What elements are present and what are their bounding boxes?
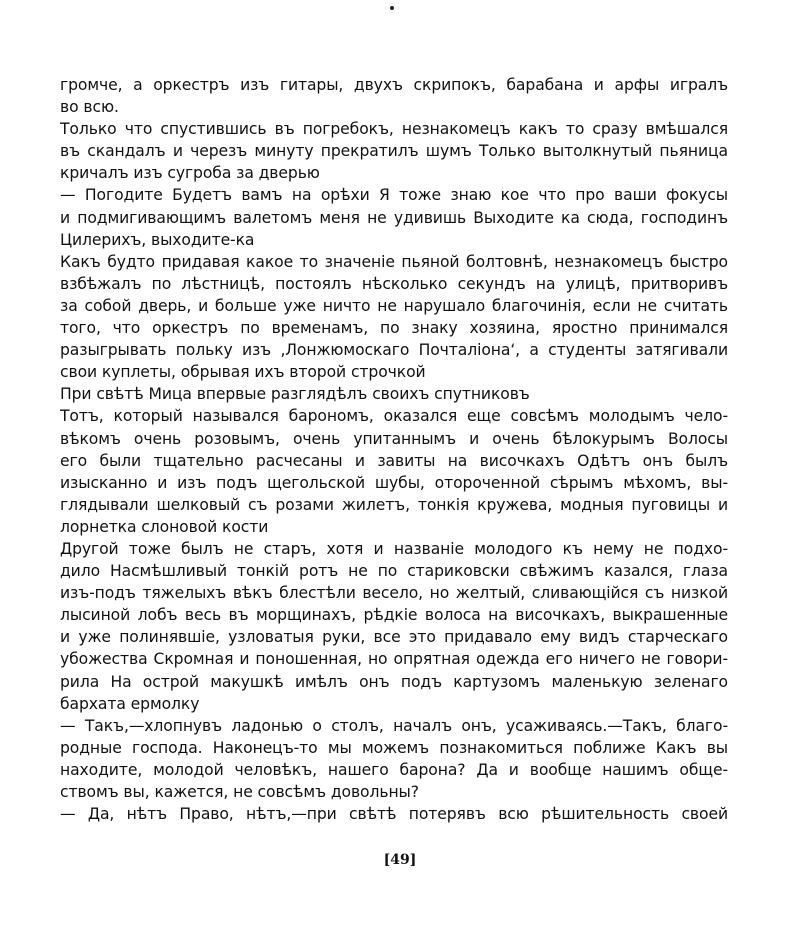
- text-line: и подмигивающимъ валетомъ меня не удивишь Выходите ка сюда, господинъ: [60, 208, 728, 227]
- text-line: — Такъ,—хлопнувъ ладонью о столъ, началъ онъ, усаживаясь.—Такъ, благо-: [60, 716, 728, 735]
- text-line: въ скандалъ и черезъ минуту прекратилъ шумъ Только вытолкнутый пьяница: [60, 142, 728, 161]
- text-line: его были тщательно расчесаны и завиты на височкахъ Одѣтъ онъ былъ: [60, 451, 728, 470]
- text-line: во всю.: [60, 98, 119, 117]
- text-line: ствомъ вы, кажется, не совсѣмъ довольны?: [60, 783, 419, 801]
- text-line: находите, молодой человѣкъ, нашего барона? Да и вообще нашимъ обще-: [60, 760, 728, 779]
- text-line: Какъ будто придавая какое то значенiе пьяной болтовнѣ, незнакомецъ быстро: [60, 252, 728, 271]
- text-line: изъ-подъ тяжелыхъ вѣкъ блестѣли весело, но желтый, сливающiйся съ низкой: [60, 584, 728, 603]
- text-line: взбѣжалъ по лѣстницѣ, постоялъ нѣсколько секундъ на улицѣ, притворивъ: [60, 274, 728, 293]
- page-number: [49]: [383, 852, 417, 868]
- text-line: и уже полинявшiе, узловатыя руки, все это придавало ему видъ старческаго: [60, 628, 728, 647]
- text-line: кричалъ изъ сугроба за дверью: [60, 164, 320, 183]
- text-line: разыгрывать польку изъ ‚Лонжюмоскаго Почталiона‘, а студенты затягивали: [60, 341, 728, 360]
- text-line: бархата ермолку: [60, 694, 200, 713]
- text-line: Тотъ, который назывался барономъ, оказался еще совсѣмъ молодымъ чело-: [60, 407, 728, 426]
- text-line: изысканно и изъ подъ щегольской шубы, отороченной сѣрымъ мѣхомъ, вы-: [60, 473, 728, 492]
- text-line: дило Насмѣшливый тонкiй ротъ не по стариковски свѣжимъ казался, глаза: [60, 562, 728, 581]
- text-line: Только что спустившись въ погребокъ, незнакомецъ какъ то сразу вмѣшался: [60, 120, 728, 139]
- text-line: рила На острой макушкѣ имѣлъ онъ подъ картузомъ маленькую зеленаго: [60, 672, 728, 691]
- text-line: Другой тоже былъ не старъ, хотя и названiе молодого къ нему не подхо-: [60, 539, 728, 558]
- text-line: При свѣтѣ Мица впервые разглядѣлъ своихъ спутниковъ: [60, 385, 530, 404]
- text-line: вѣкомъ очень розовымъ, очень упитаннымъ и очень бѣлокурымъ Волосы: [60, 429, 728, 448]
- text-line: лорнетка слоновой кости: [60, 517, 269, 536]
- text-line: — Да, нѣтъ Право, нѣтъ,—при свѣтѣ потерявъ всю рѣшительность своей: [60, 805, 728, 824]
- body-text: [60, 74, 728, 825]
- text-line: громче, а оркестръ изъ гитары, двухъ скрипокъ, барабана и арфы игралъ: [60, 76, 728, 94]
- text-line: за собой дверь, и больше уже ничто не нарушало благочинiя, если не считать: [60, 296, 728, 315]
- text-line: глядывали шелковый съ розами жилетъ, тонкiя кружева, модныя пуговицы и: [60, 495, 728, 514]
- text-line: убожества Скромная и поношенная, но опрятная одежда его ничего не говори-: [60, 650, 728, 669]
- text-line: Цилерихъ, выходите-ка: [60, 230, 255, 249]
- text-line: лысиной лобъ весь въ морщинахъ, рѣдкiе волоса на височкахъ, выкрашенные: [60, 606, 728, 625]
- text-line: свои куплеты, обрывая ихъ второй строчкой: [60, 363, 426, 382]
- text-line: — Погодите Будетъ вамъ на орѣхи Я тоже знаю кое что про ваши фокусы: [60, 186, 728, 205]
- top-mark: [390, 6, 394, 10]
- text-line: родные господа. Наконецъ-то мы можемъ познакомиться поближе Какъ вы: [60, 738, 728, 757]
- text-line: того, что оркестръ по временамъ, по знаку хозяина, яростно принимался: [60, 319, 728, 338]
